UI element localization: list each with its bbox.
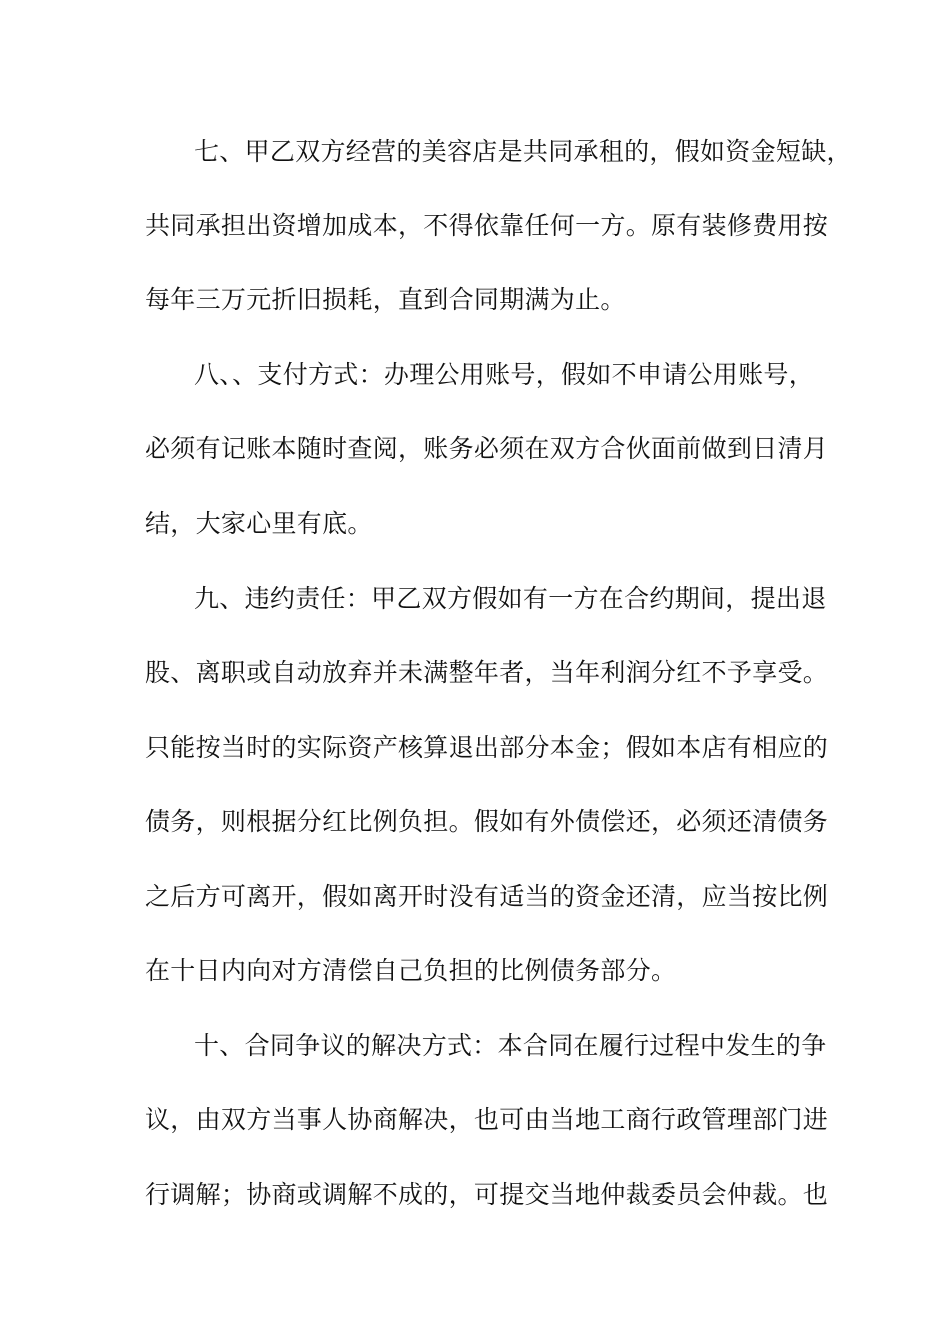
clause-9-line-3: 只能按当时的实际资产核算退出部分本金；假如本店有相应的 [145,733,829,762]
clause-10-line-2: 议，由双方当事人协商解决，也可由当地工商行政管理部门进 [145,1105,829,1134]
clause-7-line-3: 每年三万元折旧损耗，直到合同期满为止。 [145,285,626,314]
clause-9-line-4: 债务，则根据分红比例负担。假如有外债偿还，必须还清债务 [145,807,829,836]
clause-10-line-1: 十、合同争议的解决方式：本合同在履行过程中发生的争 [194,1031,827,1060]
clause-7-line-2: 共同承担出资增加成本，不得依靠任何一方。原有装修费用按 [145,211,829,240]
clause-9-line-1: 九、违约责任：甲乙双方假如有一方在合约期间，提出退 [194,584,827,613]
clause-8-line-3: 结，大家心里有底。 [145,509,373,538]
clause-8-line-1: 八、、支付方式：办理公用账号，假如不申请公用账号， [194,360,815,389]
clause-7-line-1: 七、甲乙双方经营的美容店是共同承租的，假如资金短缺， [194,137,852,166]
clause-9-line-5: 之后方可离开，假如离开时没有适当的资金还清，应当按比例 [145,882,829,911]
clause-9-line-6: 在十日内向对方清偿自己负担的比例债务部分。 [145,956,677,985]
clause-10-line-3: 行调解；协商或调解不成的，可提交当地仲裁委员会仲裁。也 [145,1180,829,1209]
clause-9-line-2: 股、离职或自动放弃并未满整年者，当年利润分红不予享受。 [145,658,829,687]
clause-8-line-2: 必须有记账本随时查阅，账务必须在双方合伙面前做到日清月 [145,434,829,463]
